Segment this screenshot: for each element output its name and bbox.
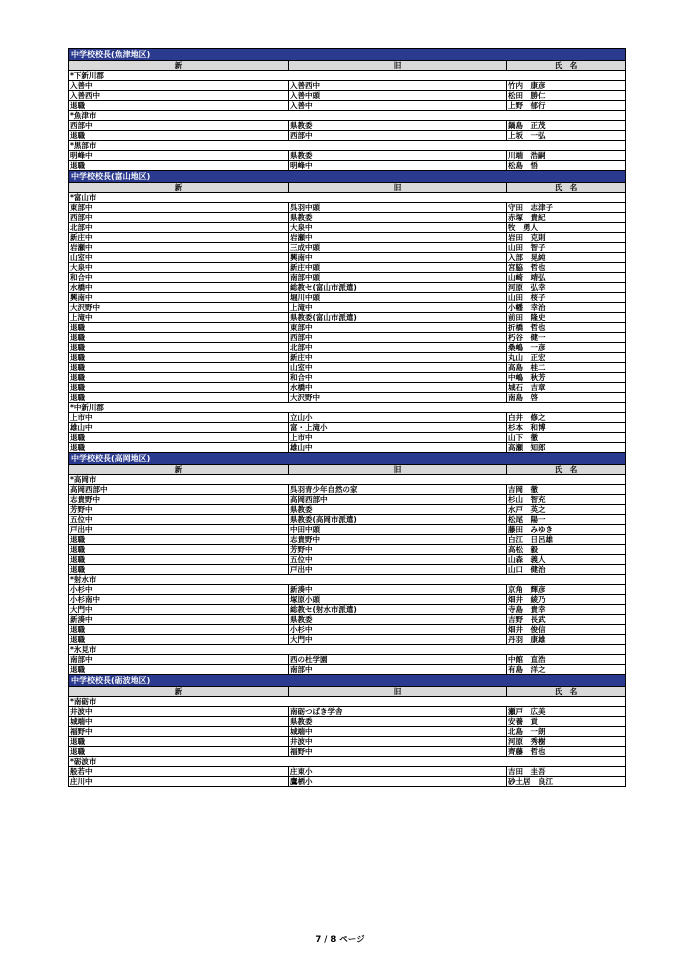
cell-person-name: 山口 健治 [508, 565, 546, 574]
cell-old-position: 鷹栖小 [289, 777, 507, 786]
cell-person-name: 齊藤 哲也 [508, 747, 546, 756]
table-row [68, 664, 626, 674]
table-row [68, 766, 626, 776]
table-row [68, 494, 626, 504]
table-row [68, 322, 626, 332]
cell-old-position: 五位中 [289, 555, 507, 564]
cell-old-position: 水橋中 [289, 383, 507, 392]
cell-new-position: 入善西中 [69, 91, 289, 100]
cell-new-position: 東部中 [69, 203, 289, 212]
table-row [68, 342, 626, 352]
cell-person-name: 杉本 和博 [508, 423, 546, 432]
cell-old-position: 県教委(富山市派遣) [289, 313, 507, 322]
table-row [68, 422, 626, 432]
cell-old-position: 西部中 [289, 333, 507, 342]
table-section [68, 452, 626, 674]
cell-old-position: 高岡西部中 [289, 495, 507, 504]
table-row [68, 554, 626, 564]
cell-new-position: 退職 [69, 343, 289, 352]
cell-person-name: 杉山 智充 [508, 495, 546, 504]
cell-person-name: 竹内 康彦 [508, 81, 546, 90]
table-row [68, 372, 626, 382]
table-row [68, 100, 626, 110]
cell-person-name: 京角 輝彦 [508, 585, 546, 594]
cell-new-position: 退職 [69, 625, 289, 634]
cell-old-position: 志貴野中 [289, 535, 507, 544]
cell-new-position: 和合中 [69, 273, 289, 282]
cell-old-position: 総教セ(富山市派遣) [289, 283, 507, 292]
cell-person-name: 砂土居 良江 [508, 777, 553, 786]
cell-person-name: 中館 直浩 [508, 655, 546, 664]
table-row [68, 736, 626, 746]
cell-person-name: 藤田 みゆき [508, 525, 553, 534]
cell-old-position: 北部中 [289, 343, 507, 352]
cell-new-position: 大沢野中 [69, 303, 289, 312]
cell-old-position: 新湊中 [289, 585, 507, 594]
cell-new-position: 明峰中 [69, 151, 289, 160]
column-header-row [68, 182, 626, 192]
cell-old-position: 中田中頭 [289, 525, 507, 534]
cell-new-position: 退職 [69, 555, 289, 564]
table-row [68, 594, 626, 604]
region-group-label: *魚津市 [68, 110, 626, 120]
column-header-old: 旧 [289, 183, 507, 192]
section-title: 中学校校長(高岡地区) [68, 452, 626, 464]
cell-new-position: 小杉中 [69, 585, 289, 594]
cell-old-position: 山室中 [289, 363, 507, 372]
cell-person-name: 白井 修之 [508, 413, 546, 422]
column-header-old: 旧 [289, 61, 507, 70]
table-row [68, 776, 626, 786]
cell-new-position: 退職 [69, 665, 289, 674]
cell-old-position: 入善中 [289, 101, 507, 110]
cell-old-position: 三成中頭 [289, 243, 507, 252]
cell-old-position: 県教委 [289, 615, 507, 624]
table-row [68, 252, 626, 262]
cell-person-name: 山田 桜子 [508, 293, 546, 302]
cell-old-position: 戸出中 [289, 565, 507, 574]
table-row [68, 272, 626, 282]
cell-new-position: 興南中 [69, 293, 289, 302]
cell-old-position: 県教委 [289, 121, 507, 130]
cell-new-position: 福野中 [69, 727, 289, 736]
cell-person-name: 有島 洋之 [508, 665, 546, 674]
region-group-label: *射水市 [68, 574, 626, 584]
cell-new-position: 上滝中 [69, 313, 289, 322]
section-title: 中学校校長(魚津地区) [68, 48, 626, 60]
region-group-label: *南砺市 [68, 696, 626, 706]
cell-old-position: 井波中 [289, 737, 507, 746]
cell-old-position: 南部中 [289, 665, 507, 674]
cell-old-position: 上滝中 [289, 303, 507, 312]
cell-new-position: 入善中 [69, 81, 289, 90]
cell-old-position: 塚原小頭 [289, 595, 507, 604]
page-number: 7 / 8 ページ [315, 935, 365, 945]
cell-old-position: 雄山中 [289, 443, 507, 452]
cell-old-position: 大泉中 [289, 223, 507, 232]
cell-old-position: 東部中 [289, 323, 507, 332]
cell-person-name: 入部 晃純 [508, 253, 546, 262]
table-row [68, 362, 626, 372]
cell-old-position: 和合中 [289, 373, 507, 382]
table-row [68, 282, 626, 292]
table-row [68, 504, 626, 514]
column-header-name: 氏 名 [554, 465, 578, 474]
table-row [68, 130, 626, 140]
cell-new-position: 退職 [69, 433, 289, 442]
region-group-label: *中新川郡 [68, 402, 626, 412]
cell-person-name: 南島 啓 [508, 393, 538, 402]
cell-new-position: 雄山中 [69, 423, 289, 432]
table-row [68, 150, 626, 160]
cell-old-position: 上市中 [289, 433, 507, 442]
cell-new-position: 退職 [69, 161, 289, 170]
table-row [68, 524, 626, 534]
personnel-tables [68, 48, 626, 787]
table-row [68, 412, 626, 422]
cell-old-position: 城端中 [289, 727, 507, 736]
cell-person-name: 水戸 英之 [508, 505, 546, 514]
cell-old-position: 福野中 [289, 747, 507, 756]
cell-person-name: 河原 弘幸 [508, 283, 546, 292]
table-row [68, 544, 626, 554]
cell-old-position: 岩瀬中 [289, 233, 507, 242]
cell-person-name: 吉野 長武 [508, 615, 546, 624]
cell-person-name: 松尾 陽一 [508, 515, 546, 524]
cell-old-position: 庄東小 [289, 767, 507, 776]
cell-person-name: 山下 徹 [508, 433, 538, 442]
cell-person-name: 中嶋 秋芳 [508, 373, 546, 382]
table-row [68, 484, 626, 494]
cell-old-position: 新庄中頭 [289, 263, 507, 272]
cell-old-position: 新庄中 [289, 353, 507, 362]
cell-old-position: 総教セ(射水市派遣) [289, 605, 507, 614]
table-row [68, 292, 626, 302]
table-section [68, 170, 626, 452]
table-row [68, 302, 626, 312]
cell-old-position: 小杉中 [289, 625, 507, 634]
cell-new-position: 退職 [69, 565, 289, 574]
cell-new-position: 新庄中 [69, 233, 289, 242]
cell-new-position: 志貴野中 [69, 495, 289, 504]
cell-new-position: 退職 [69, 373, 289, 382]
cell-person-name: 山森 義人 [508, 555, 546, 564]
cell-person-name: 川端 浩嗣 [508, 151, 546, 160]
column-header-new: 新 [69, 61, 289, 70]
column-header-row [68, 60, 626, 70]
cell-person-name: 北島 一朗 [508, 727, 546, 736]
column-header-name: 氏 名 [554, 687, 578, 696]
table-row [68, 242, 626, 252]
cell-old-position: 興南中 [289, 253, 507, 262]
table-row [68, 534, 626, 544]
cell-person-name: 高島 桂二 [508, 363, 546, 372]
cell-person-name: 畑井 俊信 [508, 625, 546, 634]
region-group-label: *砺波市 [68, 756, 626, 766]
region-group-label: *黒部市 [68, 140, 626, 150]
cell-new-position: 退職 [69, 383, 289, 392]
table-row [68, 352, 626, 362]
cell-person-name: 高瀬 知郎 [508, 443, 546, 452]
cell-person-name: 牧 勇人 [508, 223, 538, 232]
table-row [68, 624, 626, 634]
cell-person-name: 安養 貢 [508, 717, 538, 726]
cell-new-position: 井波中 [69, 707, 289, 716]
cell-old-position: 入善中頭 [289, 91, 507, 100]
cell-person-name: 小幡 幸治 [508, 303, 546, 312]
table-row [68, 312, 626, 322]
cell-new-position: 南部中 [69, 655, 289, 664]
cell-old-position: 西の杜学園 [289, 655, 507, 664]
cell-person-name: 赤塚 貴紀 [508, 213, 546, 222]
cell-new-position: 水橋中 [69, 283, 289, 292]
cell-new-position: 退職 [69, 323, 289, 332]
cell-old-position: 芳野中 [289, 545, 507, 554]
cell-new-position: 庄川中 [69, 777, 289, 786]
cell-new-position: 退職 [69, 333, 289, 342]
table-row [68, 262, 626, 272]
table-row [68, 80, 626, 90]
table-row [68, 716, 626, 726]
region-group-label: *富山市 [68, 192, 626, 202]
cell-new-position: 高岡西部中 [69, 485, 289, 494]
cell-old-position: 富・上滝小 [289, 423, 507, 432]
cell-old-position: 県教委 [289, 505, 507, 514]
table-row [68, 90, 626, 100]
cell-person-name: 瀬戸 広美 [508, 707, 546, 716]
cell-old-position: 呉羽青少年自然の家 [289, 485, 507, 494]
cell-person-name: 河原 秀樹 [508, 737, 546, 746]
cell-person-name: 上野 郁行 [508, 101, 546, 110]
cell-old-position: 南部中頭 [289, 273, 507, 282]
cell-person-name: 守田 志津子 [508, 203, 553, 212]
table-row [68, 706, 626, 716]
column-header-name: 氏 名 [554, 183, 578, 192]
cell-person-name: 山田 智子 [508, 243, 546, 252]
cell-new-position: 新湊中 [69, 615, 289, 624]
cell-old-position: 県教委(高岡市派遣) [289, 515, 507, 524]
column-header-new: 新 [69, 183, 289, 192]
cell-new-position: 大門中 [69, 605, 289, 614]
table-section [68, 674, 626, 786]
cell-new-position: 退職 [69, 131, 289, 140]
cell-new-position: 北部中 [69, 223, 289, 232]
cell-person-name: 吉田 圭吾 [508, 767, 546, 776]
cell-person-name: 白江 日呂雄 [508, 535, 553, 544]
cell-new-position: 退職 [69, 545, 289, 554]
cell-old-position: 明峰中 [289, 161, 507, 170]
cell-new-position: 芳野中 [69, 505, 289, 514]
cell-new-position: 小杉南中 [69, 595, 289, 604]
cell-new-position: 山室中 [69, 253, 289, 262]
cell-new-position: 退職 [69, 747, 289, 756]
column-header-row [68, 686, 626, 696]
cell-old-position: 呉羽中頭 [289, 203, 507, 212]
cell-person-name: 上坂 一弘 [508, 131, 546, 140]
table-row [68, 432, 626, 442]
cell-old-position: 県教委 [289, 717, 507, 726]
section-title: 中学校校長(砺波地区) [68, 674, 626, 686]
cell-old-position: 大沢野中 [289, 393, 507, 402]
cell-old-position: 西部中 [289, 131, 507, 140]
column-header-new: 新 [69, 465, 289, 474]
table-row [68, 604, 626, 614]
cell-old-position: 県教委 [289, 213, 507, 222]
cell-new-position: 西部中 [69, 213, 289, 222]
table-row [68, 634, 626, 644]
cell-old-position: 南砺つばき学舎 [289, 707, 507, 716]
cell-new-position: 大泉中 [69, 263, 289, 272]
cell-person-name: 畑井 綾乃 [508, 595, 546, 604]
cell-person-name: 朽谷 健一 [508, 333, 546, 342]
region-group-label: *高岡市 [68, 474, 626, 484]
cell-new-position: 退職 [69, 443, 289, 452]
cell-person-name: 城石 吉章 [508, 383, 546, 392]
table-row [68, 746, 626, 756]
cell-new-position: 上市中 [69, 413, 289, 422]
table-row [68, 382, 626, 392]
cell-old-position: 立山小 [289, 413, 507, 422]
cell-new-position: 西部中 [69, 121, 289, 130]
cell-new-position: 退職 [69, 635, 289, 644]
table-bottom-border [68, 786, 626, 787]
cell-person-name: 桑嶋 一彦 [508, 343, 546, 352]
table-row [68, 614, 626, 624]
cell-new-position: 岩瀬中 [69, 243, 289, 252]
table-row [68, 654, 626, 664]
cell-person-name: 丹羽 康雄 [508, 635, 546, 644]
column-header-old: 旧 [289, 687, 507, 696]
table-row [68, 212, 626, 222]
cell-person-name: 寺島 貴幸 [508, 605, 546, 614]
cell-person-name: 松島 悟 [508, 161, 538, 170]
table-row [68, 120, 626, 130]
cell-new-position: 退職 [69, 101, 289, 110]
table-row [68, 222, 626, 232]
cell-new-position: 城端中 [69, 717, 289, 726]
cell-new-position: 五位中 [69, 515, 289, 524]
table-section [68, 48, 626, 170]
cell-person-name: 宮脇 哲也 [508, 263, 546, 272]
cell-person-name: 高松 毅 [508, 545, 538, 554]
cell-new-position: 般若中 [69, 767, 289, 776]
column-header-old: 旧 [289, 465, 507, 474]
cell-new-position: 戸出中 [69, 525, 289, 534]
region-group-label: *氷見市 [68, 644, 626, 654]
column-header-new: 新 [69, 687, 289, 696]
table-row [68, 392, 626, 402]
section-title: 中学校校長(富山地区) [68, 170, 626, 182]
cell-person-name: 岩田 克則 [508, 233, 546, 242]
cell-new-position: 退職 [69, 737, 289, 746]
cell-old-position: 入善西中 [289, 81, 507, 90]
region-group-label: *下新川郡 [68, 70, 626, 80]
cell-person-name: 前田 隆史 [508, 313, 546, 322]
table-row [68, 564, 626, 574]
table-row [68, 584, 626, 594]
column-header-row [68, 464, 626, 474]
cell-old-position: 県教委 [289, 151, 507, 160]
table-row [68, 202, 626, 212]
cell-person-name: 鍋島 正茂 [508, 121, 546, 130]
table-row [68, 232, 626, 242]
column-header-name: 氏 名 [554, 61, 578, 70]
cell-new-position: 退職 [69, 393, 289, 402]
cell-new-position: 退職 [69, 353, 289, 362]
cell-new-position: 退職 [69, 363, 289, 372]
table-row [68, 442, 626, 452]
table-row [68, 726, 626, 736]
cell-person-name: 山崎 靖弘 [508, 273, 546, 282]
cell-person-name: 折橋 哲也 [508, 323, 546, 332]
cell-person-name: 吉岡 徹 [508, 485, 538, 494]
cell-old-position: 大門中 [289, 635, 507, 644]
cell-person-name: 丸山 正宏 [508, 353, 546, 362]
table-row [68, 160, 626, 170]
cell-new-position: 退職 [69, 535, 289, 544]
table-row [68, 332, 626, 342]
cell-old-position: 堀川中頭 [289, 293, 507, 302]
table-row [68, 514, 626, 524]
cell-person-name: 松田 勝仁 [508, 91, 546, 100]
